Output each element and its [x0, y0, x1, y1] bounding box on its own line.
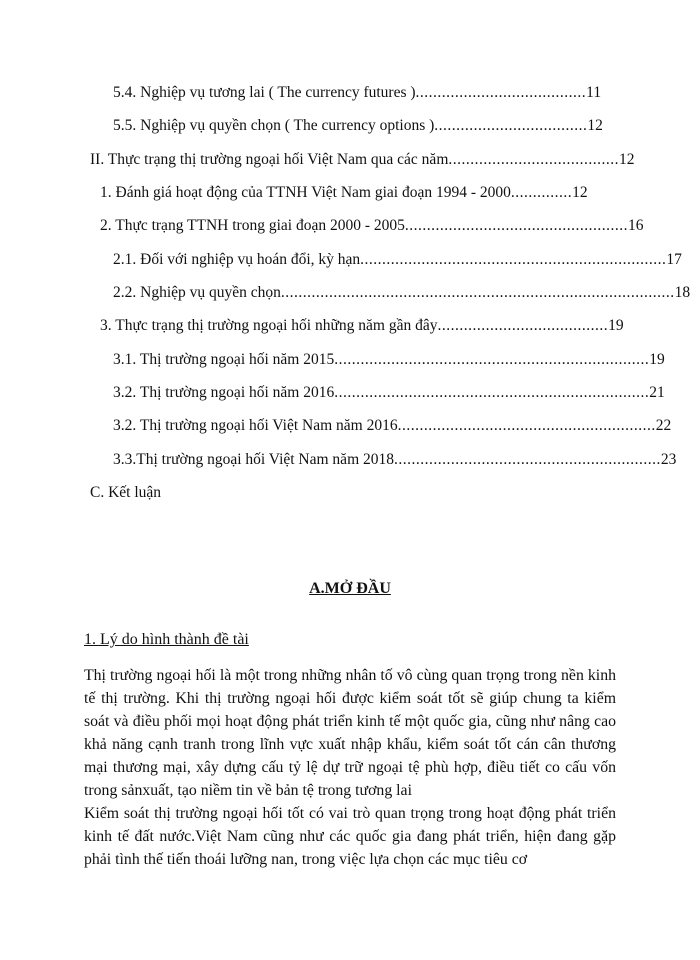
section-title [0, 580, 700, 598]
toc-leader-dots: ................................... [434, 117, 588, 134]
toc-leader-dots: ........................................................................ [334, 351, 650, 368]
toc-entry-text: 3.2. Thị trường ngoại hối năm 2016 [113, 384, 335, 401]
toc-leader-dots: ....................................... [437, 317, 609, 334]
toc-leader-dots: ............................................................. [394, 451, 661, 468]
toc-entry-text: 2.2. Nghiệp vụ quyền chọn [113, 284, 281, 301]
toc-entry-ii[interactable] [90, 148, 635, 172]
toc-page-number: 23 [660, 451, 677, 468]
toc-page-number: 12 [587, 117, 603, 134]
toc-entry-conclusion[interactable]: C. Kết luận [90, 484, 162, 501]
toc-page-number: 19 [649, 351, 665, 368]
toc-leader-dots: .......................................................................................... [280, 284, 675, 301]
toc-entry-text: 3.1. Thị trường ngoại hối năm 2015 [113, 351, 335, 368]
toc-page-number: 18 [674, 284, 691, 301]
toc-leader-dots: .............. [510, 184, 573, 201]
toc-entry-3-2b[interactable] [113, 414, 671, 438]
sub-heading: 1. Lý do hình thành đề tài [84, 631, 249, 648]
toc-entry-text: 3.3.Thị trường ngoại hối Việt Nam năm 2018 [113, 451, 394, 468]
toc-leader-dots: ....................................... [448, 151, 619, 168]
toc-page-number: 17 [666, 251, 682, 268]
toc-entry-text: 2.1. Đối với nghiệp vụ hoán đổi, kỳ hạn [113, 251, 361, 268]
toc-entry-text: 5.5. Nghiệp vụ quyền chọn ( The currency options ) [113, 117, 435, 134]
toc-page-number: 21 [649, 384, 665, 401]
toc-entry-text: 3. Thực trạng thị trường ngoại hối những năm gần đây [100, 317, 438, 334]
toc-entry-2[interactable] [100, 214, 644, 238]
body-paragraph: Kiểm soát thị trường ngoại hối tốt có vai trò quan trọng trong hoạt động phát triển kinh tế đất nước.Việt Nam cũng như các quốc gia đang phát triển, hiện đang gặp phải tình thế tiến thoái lưỡng nan, trong việc lựa chọn các mục tiêu cơ [84, 805, 616, 868]
toc-entry-text: 1. Đánh giá hoạt động của TTNH Việt Nam giai đoạn 1994 - 2000 [100, 184, 511, 201]
toc-entry-text: 5.4. Nghiệp vụ tương lai ( The currency futures ) [113, 84, 416, 101]
toc-leader-dots: ........................................................................ [334, 384, 650, 401]
toc-page-number: 16 [628, 217, 644, 234]
toc-leader-dots: ........................................................... [397, 417, 656, 434]
toc-page-number: 12 [572, 184, 588, 201]
toc-entry-2-1[interactable] [113, 248, 682, 272]
toc-entry-5-5[interactable] [113, 114, 603, 138]
toc-leader-dots: ...................................................................... [360, 251, 667, 268]
toc-entry-1[interactable] [100, 181, 588, 205]
toc-entry-2-2[interactable] [113, 281, 690, 305]
toc-entry-3-1[interactable] [113, 348, 665, 372]
toc-entry-text: II. Thực trạng thị trường ngoại hối Việt Nam qua các năm [90, 151, 449, 168]
toc-entry-3-3[interactable] [113, 448, 676, 472]
body-paragraph: Thị trường ngoại hối là một trong những nhân tố vô cùng quan trọng trong nền kinh tế thị trường. Khi thị trường ngoại hối được kiểm soát tốt sẽ giúp chung ta kiểm soát và điều phối mọi hoạt động phát triển kinh tế một quốc gia, cũng như nâng cao khả năng cạnh tranh trong lĩnh vực xuất nhập khẩu, kiểm soát tốt cán cân thương mại thương mại, xây dựng cấu tỷ lệ dự trữ ngoại tệ phù hợp, điều tiết co cấu vốn trong sảnxuất, tạo niềm tin về bản tệ trong tương lai [84, 667, 616, 799]
toc-page-number: 22 [655, 417, 672, 434]
toc-entry-3[interactable] [100, 314, 624, 338]
toc-entry-text: 2. Thực trạng TTNH trong giai đoạn 2000 - 2005 [100, 217, 405, 234]
toc-leader-dots: ................................................... [404, 217, 628, 234]
toc-page-number: 19 [608, 317, 624, 334]
toc-entry-5-4[interactable] [113, 81, 601, 105]
toc-entry-3-2a[interactable] [113, 381, 665, 405]
section-title-text: A.MỞ ĐẦU [309, 580, 391, 597]
toc-page-number: 11 [586, 84, 602, 101]
toc-leader-dots: ....................................... [415, 84, 587, 101]
toc-entry-text: 3.2. Thị trường ngoại hối Việt Nam năm 2016 [113, 417, 398, 434]
toc-page-number: 12 [619, 151, 635, 168]
